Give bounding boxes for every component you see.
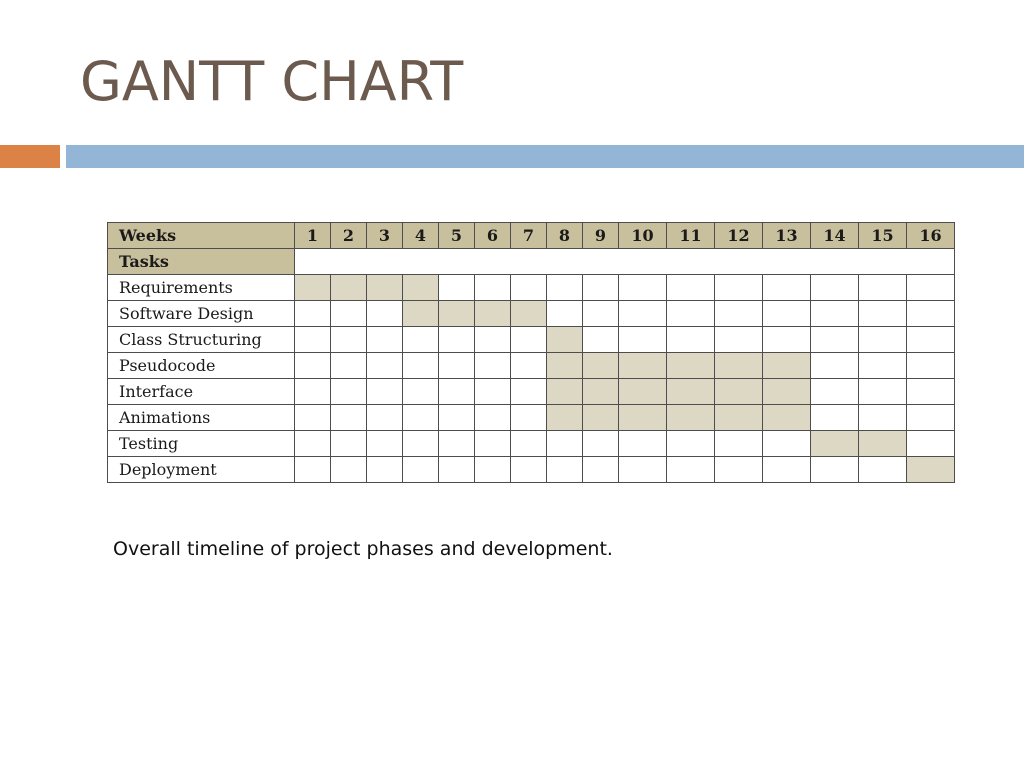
task-row (108, 431, 955, 457)
task-name: Requirements (108, 275, 295, 301)
gantt-bar-cell (403, 275, 439, 301)
week-number-cell: 14 (811, 223, 859, 249)
gantt-bar-cell (811, 431, 859, 457)
gantt-empty-cell (331, 431, 367, 457)
gantt-empty-cell (475, 353, 511, 379)
gantt-empty-cell (763, 275, 811, 301)
gantt-empty-cell (619, 457, 667, 483)
gantt-empty-cell (715, 327, 763, 353)
gantt-empty-cell (511, 405, 547, 431)
gantt-empty-cell (511, 431, 547, 457)
week-number-cell: 12 (715, 223, 763, 249)
gantt-bar-cell (715, 379, 763, 405)
gantt-empty-cell (715, 301, 763, 327)
gantt-empty-cell (439, 327, 475, 353)
gantt-empty-cell (811, 301, 859, 327)
gantt-empty-cell (367, 431, 403, 457)
gantt-empty-cell (811, 353, 859, 379)
gantt-empty-cell (859, 379, 907, 405)
gantt-empty-cell (583, 327, 619, 353)
gantt-empty-cell (763, 301, 811, 327)
gantt-empty-cell (811, 405, 859, 431)
gantt-empty-cell (859, 457, 907, 483)
week-number-cell: 15 (859, 223, 907, 249)
gantt-empty-cell (619, 327, 667, 353)
gantt-bar-cell (667, 379, 715, 405)
gantt-empty-cell (331, 379, 367, 405)
gantt-bar-cell (763, 405, 811, 431)
gantt-empty-cell (667, 275, 715, 301)
gantt-empty-cell (619, 431, 667, 457)
gantt-empty-cell (715, 457, 763, 483)
gantt-empty-cell (511, 327, 547, 353)
chart-caption: Overall timeline of project phases and development. (113, 538, 613, 560)
gantt-empty-cell (907, 379, 955, 405)
gantt-empty-cell (511, 275, 547, 301)
task-row (108, 301, 955, 327)
gantt-empty-cell (367, 301, 403, 327)
gantt-empty-cell (475, 327, 511, 353)
gantt-empty-cell (667, 301, 715, 327)
gantt-empty-cell (907, 327, 955, 353)
gantt-bar-cell (439, 301, 475, 327)
task-name: Class Structuring (108, 327, 295, 353)
gantt-empty-cell (715, 275, 763, 301)
gantt-empty-cell (403, 431, 439, 457)
gantt-empty-cell (583, 301, 619, 327)
gantt-empty-cell (619, 301, 667, 327)
gantt-empty-cell (907, 301, 955, 327)
task-row (108, 379, 955, 405)
weeks-header-label: Weeks (108, 223, 295, 249)
gantt-bar-cell (619, 405, 667, 431)
gantt-empty-cell (403, 379, 439, 405)
gantt-empty-cell (859, 405, 907, 431)
gantt-empty-cell (475, 431, 511, 457)
gantt-bar-cell (547, 379, 583, 405)
gantt-empty-cell (367, 379, 403, 405)
gantt-bar-cell (619, 353, 667, 379)
accent-bar-blue (66, 145, 1024, 168)
gantt-empty-cell (859, 327, 907, 353)
gantt-empty-cell (667, 457, 715, 483)
gantt-empty-cell (583, 457, 619, 483)
gantt-table (107, 222, 955, 483)
gantt-empty-cell (667, 327, 715, 353)
gantt-bar-cell (583, 405, 619, 431)
gantt-empty-cell (403, 353, 439, 379)
week-number-cell: 11 (667, 223, 715, 249)
gantt-empty-cell (547, 301, 583, 327)
gantt-empty-cell (439, 275, 475, 301)
gantt-empty-cell (439, 431, 475, 457)
gantt-empty-cell (667, 431, 715, 457)
gantt-empty-cell (367, 405, 403, 431)
gantt-empty-cell (475, 379, 511, 405)
task-name: Testing (108, 431, 295, 457)
week-number-cell: 13 (763, 223, 811, 249)
gantt-empty-cell (295, 301, 331, 327)
gantt-empty-cell (811, 327, 859, 353)
gantt-empty-cell (715, 431, 763, 457)
gantt-bar-cell (403, 301, 439, 327)
gantt-empty-cell (295, 457, 331, 483)
task-row (108, 327, 955, 353)
gantt-bar-cell (715, 353, 763, 379)
gantt-empty-cell (403, 457, 439, 483)
gantt-bar-cell (547, 353, 583, 379)
gantt-empty-cell (331, 405, 367, 431)
gantt-empty-cell (763, 431, 811, 457)
gantt-empty-cell (763, 327, 811, 353)
gantt-empty-cell (811, 379, 859, 405)
week-number-cell: 1 (295, 223, 331, 249)
gantt-bar-cell (547, 405, 583, 431)
week-number-cell: 8 (547, 223, 583, 249)
gantt-empty-cell (619, 275, 667, 301)
gantt-empty-cell (403, 327, 439, 353)
gantt-empty-cell (367, 353, 403, 379)
week-number-cell: 4 (403, 223, 439, 249)
gantt-empty-cell (295, 431, 331, 457)
gantt-empty-cell (475, 275, 511, 301)
gantt-empty-cell (907, 353, 955, 379)
week-number-cell: 9 (583, 223, 619, 249)
gantt-bar-cell (859, 431, 907, 457)
week-number-cell: 10 (619, 223, 667, 249)
gantt-empty-cell (859, 353, 907, 379)
tasks-header-row (108, 249, 955, 275)
gantt-empty-cell (511, 379, 547, 405)
week-number-cell: 7 (511, 223, 547, 249)
gantt-bar-cell (907, 457, 955, 483)
gantt-empty-cell (475, 405, 511, 431)
gantt-empty-cell (547, 275, 583, 301)
task-name: Interface (108, 379, 295, 405)
gantt-empty-cell (295, 379, 331, 405)
gantt-empty-cell (547, 431, 583, 457)
gantt-empty-cell (547, 457, 583, 483)
gantt-bar-cell (475, 301, 511, 327)
accent-bar-orange (0, 145, 60, 168)
task-row (108, 275, 955, 301)
gantt-empty-cell (583, 275, 619, 301)
gantt-bar-cell (547, 327, 583, 353)
gantt-empty-cell (439, 353, 475, 379)
gantt-empty-cell (331, 327, 367, 353)
gantt-empty-cell (511, 353, 547, 379)
gantt-empty-cell (811, 275, 859, 301)
task-row (108, 457, 955, 483)
task-name: Animations (108, 405, 295, 431)
gantt-empty-cell (907, 275, 955, 301)
tasks-header-label: Tasks (108, 249, 295, 275)
week-number-cell: 2 (331, 223, 367, 249)
gantt-bar-cell (667, 353, 715, 379)
tasks-header-blank (295, 249, 955, 275)
gantt-empty-cell (475, 457, 511, 483)
gantt-empty-cell (331, 301, 367, 327)
gantt-empty-cell (811, 457, 859, 483)
gantt-empty-cell (403, 405, 439, 431)
week-number-cell: 5 (439, 223, 475, 249)
gantt-empty-cell (367, 327, 403, 353)
gantt-empty-cell (907, 405, 955, 431)
week-number-cell: 6 (475, 223, 511, 249)
gantt-bar-cell (583, 379, 619, 405)
slide-title: GANTT CHART (80, 50, 464, 113)
gantt-bar-cell (619, 379, 667, 405)
gantt-bar-cell (583, 353, 619, 379)
gantt-empty-cell (331, 353, 367, 379)
weeks-header-row (108, 223, 955, 249)
gantt-empty-cell (439, 379, 475, 405)
gantt-empty-cell (583, 431, 619, 457)
gantt-empty-cell (859, 275, 907, 301)
gantt-empty-cell (331, 457, 367, 483)
gantt-bar-cell (511, 301, 547, 327)
gantt-empty-cell (511, 457, 547, 483)
gantt-bar-cell (295, 275, 331, 301)
gantt-empty-cell (295, 327, 331, 353)
gantt-empty-cell (763, 457, 811, 483)
task-row (108, 405, 955, 431)
gantt-bar-cell (763, 379, 811, 405)
gantt-empty-cell (859, 301, 907, 327)
gantt-empty-cell (295, 405, 331, 431)
gantt-empty-cell (295, 353, 331, 379)
task-name: Deployment (108, 457, 295, 483)
week-number-cell: 3 (367, 223, 403, 249)
task-name: Software Design (108, 301, 295, 327)
task-name: Pseudocode (108, 353, 295, 379)
gantt-bar-cell (667, 405, 715, 431)
gantt-bar-cell (331, 275, 367, 301)
gantt-empty-cell (367, 457, 403, 483)
week-number-cell: 16 (907, 223, 955, 249)
gantt-empty-cell (439, 457, 475, 483)
gantt-bar-cell (715, 405, 763, 431)
gantt-bar-cell (367, 275, 403, 301)
gantt-empty-cell (907, 431, 955, 457)
task-row (108, 353, 955, 379)
gantt-bar-cell (763, 353, 811, 379)
gantt-empty-cell (439, 405, 475, 431)
